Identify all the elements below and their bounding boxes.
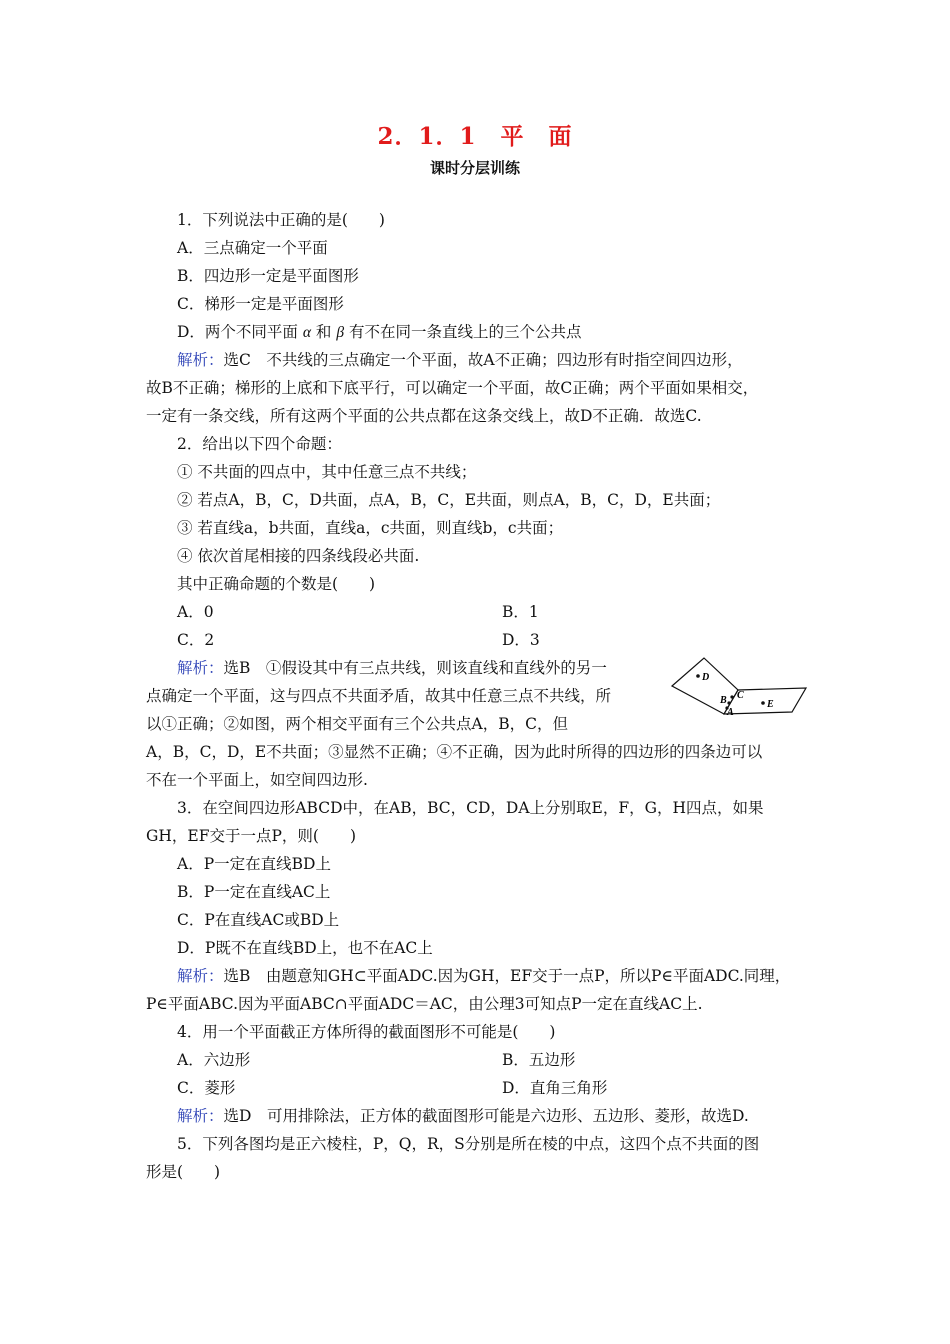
- q3-solution-text: 选B 由题意知GH⊂平面ADC.因为GH，EF交于一点P，所以P∈平面ADC.同理，: [223, 967, 791, 985]
- q4-stem: 4．用一个平面截正方体所得的截面图形不可能是( ): [177, 1023, 556, 1041]
- point-c: [730, 695, 733, 698]
- q2-option-a: A．0: [177, 603, 214, 621]
- q2-option-b: B．1: [502, 603, 539, 621]
- label-a: A: [727, 707, 734, 718]
- q2-solution-line-4: A，B，C，D，E不共面；③显然不正确；④不正确，因为此时所得的四边形的四条边可以: [146, 743, 763, 761]
- plane-left: [672, 658, 738, 714]
- point-e: [761, 701, 765, 705]
- q2-question: 其中正确命题的个数是( ): [177, 575, 376, 593]
- q5-stem-line-2: 形是( ): [146, 1163, 221, 1181]
- page-title: 2．1．1 平 面: [377, 123, 573, 150]
- q4-solution-text: 选D 可用排除法，正方体的截面图形可能是六边形、五边形、菱形，故选D.: [223, 1107, 749, 1125]
- q1-option-b: B．四边形一定是平面图形: [177, 267, 359, 285]
- q4-option-b: B．五边形: [502, 1051, 576, 1069]
- alpha-symbol: α: [302, 324, 311, 341]
- q3-option-b: B．P一定在直线AC上: [177, 883, 331, 901]
- q3-option-c: C．P在直线AC或BD上: [177, 911, 340, 929]
- q3-stem-line-2: GH，EF交于一点P，则( ): [146, 827, 356, 845]
- q4-option-c: C．菱形: [177, 1079, 236, 1097]
- q4-solution: [177, 1106, 749, 1126]
- q1-option-c: C．梯形一定是平面图形: [177, 295, 344, 313]
- q2-solution-line-3: 以①正确；②如图，两个相交平面有三个公共点A，B，C，但: [146, 715, 568, 733]
- q4-option-a: A．六边形: [177, 1051, 251, 1069]
- q2-proposition-3: ③ 若直线a，b共面，直线a，c共面，则直线b，c共面；: [177, 519, 564, 537]
- point-d: [696, 674, 700, 678]
- q2-solution-line-1: [177, 658, 607, 678]
- q1-solution-line-2: 故B不正确；梯形的上底和下底平行，可以确定一个平面，故C正确；两个平面如果相交，: [146, 379, 759, 397]
- q2-solution-line-5: 不在一个平面上，如空间四边形.: [146, 771, 368, 789]
- q3-solution-line-2: P∈平面ABC.因为平面ABC∩平面ADC＝AC，由公理3可知点P一定在直线AC上.: [146, 995, 703, 1013]
- jiexi-label: 解析：: [177, 1107, 224, 1125]
- label-b: B: [720, 695, 727, 706]
- label-d: D: [702, 672, 710, 683]
- beta-symbol: β: [336, 324, 345, 341]
- q1-solution-line-1: [177, 350, 743, 370]
- jiexi-label: 解析：: [177, 351, 224, 369]
- q2-option-d: D．3: [502, 631, 540, 649]
- q3-option-a: A．P一定在直线BD上: [177, 855, 331, 873]
- q1-option-d-post: 有不在同一条直线上的三个公共点: [344, 323, 582, 341]
- jiexi-label: 解析：: [177, 967, 224, 985]
- page-subtitle: 课时分层训练: [429, 159, 520, 177]
- q2-proposition-4: ④ 依次首尾相接的四条线段必共面.: [177, 547, 420, 565]
- label-e: E: [767, 699, 774, 710]
- q2-stem: 2．给出以下四个命题：: [177, 435, 342, 453]
- q5-stem-line-1: 5．下列各图均是正六棱柱，P，Q，R，S分别是所在棱的中点，这四个点不共面的图: [177, 1135, 760, 1153]
- q2-proposition-1: ① 不共面的四点中，其中任意三点不共线；: [177, 463, 477, 481]
- q3-solution-line-1: [177, 966, 790, 986]
- q1-option-d: [177, 322, 582, 343]
- q3-stem-line-1: 3．在空间四边形ABCD中，在AB，BC，CD，DA上分别取E，F，G，H四点，如果: [177, 799, 764, 817]
- q2-option-c: C．2: [177, 631, 215, 649]
- q4-option-d: D．直角三角形: [502, 1079, 608, 1097]
- q1-solution-line-3: 一定有一条交线，所有这两个平面的公共点都在这条交线上，故D不正确．故选C.: [146, 407, 702, 425]
- q1-option-a: A．三点确定一个平面: [177, 239, 328, 257]
- q1-stem: 1．下列说法中正确的是( ): [177, 211, 385, 229]
- q2-solution-text: 选B ①假设其中有三点共线，则该直线和直线外的另一: [223, 659, 607, 677]
- label-c: C: [737, 690, 744, 701]
- q1-option-d-mid: 和: [311, 323, 337, 341]
- jiexi-label: 解析：: [177, 659, 224, 677]
- q1-option-d-pre: D．两个不同平面: [177, 323, 303, 341]
- q2-solution-line-2: 点确定一个平面，这与四点不共面矛盾，故其中任意三点不共线，所: [146, 687, 612, 705]
- q1-solution-text: 选C 不共线的三点确定一个平面，故A不正确；四边形有时指空间四边形，: [223, 351, 743, 369]
- intersecting-planes-figure: [668, 654, 810, 722]
- q3-option-d: D．P既不在直线BD上，也不在AC上: [177, 939, 433, 957]
- q2-proposition-2: ② 若点A，B，C，D共面，点A，B，C，E共面，则点A，B，C，D，E共面；: [177, 491, 721, 509]
- point-b: [727, 701, 730, 704]
